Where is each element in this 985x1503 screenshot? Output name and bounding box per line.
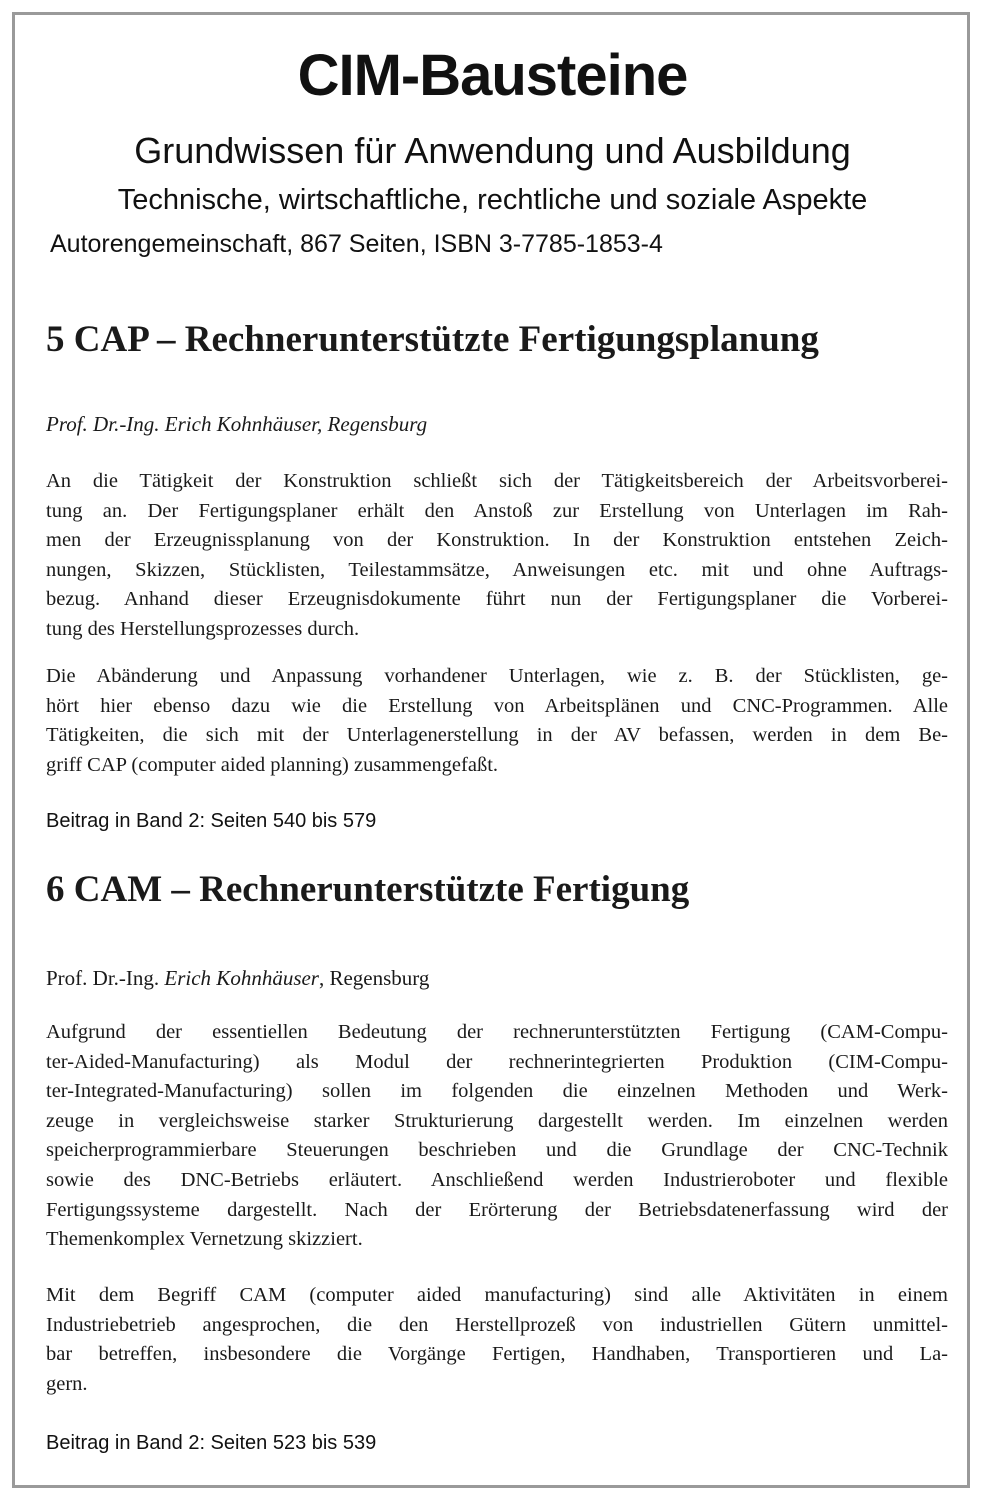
author-city: , Regensburg bbox=[318, 966, 430, 990]
text-line: men der Erzeugnissplanung von der Konstruktion. In der Konstruktion entstehen Zeich- bbox=[46, 529, 948, 552]
cap-reference: Beitrag in Band 2: Seiten 540 bis 579 bbox=[46, 810, 377, 832]
text-line: bezug. Anhand dieser Erzeugnisdokumente führt nun der Fertigungsplaner die Vorberei- bbox=[46, 588, 948, 611]
cam-paragraph-2 bbox=[46, 1281, 948, 1399]
cap-paragraph-2 bbox=[46, 662, 948, 780]
text-line: speicherprogrammierbare Steuerungen beschrieben und die Grundlage der CNC-Technik bbox=[46, 1139, 948, 1162]
text-line: sowie des DNC-Betriebs erläutert. Anschließend werden Industrieroboter und flexible bbox=[46, 1168, 948, 1191]
text-line: tung an. Der Fertigungsplaner erhält den Anstoß zur Erstellung von Unterlagen im Rah- bbox=[46, 499, 948, 522]
text-line: nungen, Skizzen, Stücklisten, Teilestammsätze, Anweisungen etc. mit und ohne Auftrags- bbox=[46, 558, 948, 581]
cam-reference: Beitrag in Band 2: Seiten 523 bis 539 bbox=[46, 1432, 377, 1454]
text-line: hört hier ebenso dazu wie die Erstellung von Arbeitsplänen und CNC-Programmen. Alle bbox=[46, 694, 948, 717]
text-line: zeuge in vergleichsweise starker Strukturierung dargestellt werden. Im einzelnen werden bbox=[46, 1109, 948, 1132]
section-author-cap bbox=[46, 412, 427, 437]
text-line: Mit dem Begriff CAM (computer aided manufacturing) sind alle Aktivitäten in einem bbox=[46, 1284, 948, 1306]
author-name: Prof. Dr.-Ing. Erich Kohnhäuser, Regensburg bbox=[46, 412, 428, 436]
text-line: griff CAP (computer aided planning) zusammengefaßt. bbox=[46, 753, 499, 776]
text-line: tung des Herstellungsprozesses durch. bbox=[46, 617, 360, 640]
cap-paragraph-1 bbox=[46, 467, 948, 645]
text-line: Industriebetrieb angesprochen, die den Herstellprozeß von industriellen Gütern unmittel- bbox=[46, 1313, 948, 1336]
text-line: An die Tätigkeit der Konstruktion schließt sich der Tätigkeitsbereich der Arbeitsvorberei- bbox=[46, 470, 948, 492]
text-line: Fertigungssysteme dargestellt. Nach der Erörterung der Betriebsdatenerfassung wird der bbox=[46, 1198, 948, 1221]
author-name: Erich Kohnhäuser bbox=[164, 966, 319, 990]
text-line: Themenkomplex Vernetzung skizziert. bbox=[46, 1228, 363, 1251]
document-subtitle: Grundwissen für Anwendung und Ausbildung bbox=[134, 130, 851, 171]
publication-info: Autorengemeinschaft, 867 Seiten, ISBN 3-7785-1853-4 bbox=[50, 230, 663, 258]
section-author-cam bbox=[46, 966, 429, 991]
section-heading-cap: 5 CAP – Rechnerunterstützte Fertigungsplanung bbox=[46, 319, 819, 360]
author-title: Prof. Dr.-Ing. bbox=[46, 966, 160, 990]
text-line: Die Abänderung und Anpassung vorhandener Unterlagen, wie z. B. der Stücklisten, ge- bbox=[46, 665, 948, 687]
document-aspects: Technische, wirtschaftliche, rechtliche und soziale Aspekte bbox=[117, 184, 868, 216]
section-heading-cam: 6 CAM – Rechnerunterstützte Fertigung bbox=[46, 869, 690, 910]
text-line: Aufgrund der essentiellen Bedeutung der rechnerunterstützten Fertigung (CAM-Compu- bbox=[46, 1021, 948, 1043]
text-line: ter-Aided-Manufacturing) als Modul der rechnerintegrierten Produktion (CIM-Compu- bbox=[46, 1050, 948, 1073]
document-title: CIM-Bausteine bbox=[297, 43, 688, 108]
text-line: bar betreffen, insbesondere die Vorgänge Fertigen, Handhaben, Transportieren und La- bbox=[46, 1343, 948, 1366]
cam-paragraph-1 bbox=[46, 1018, 948, 1255]
text-line: Tätigkeiten, die sich mit der Unterlagenerstellung in der AV befassen, werden in dem Be- bbox=[46, 724, 948, 747]
text-line: gern. bbox=[46, 1372, 88, 1395]
text-line: ter-Integrated-Manufacturing) sollen im folgenden die einzelnen Methoden und Werk- bbox=[46, 1080, 948, 1103]
